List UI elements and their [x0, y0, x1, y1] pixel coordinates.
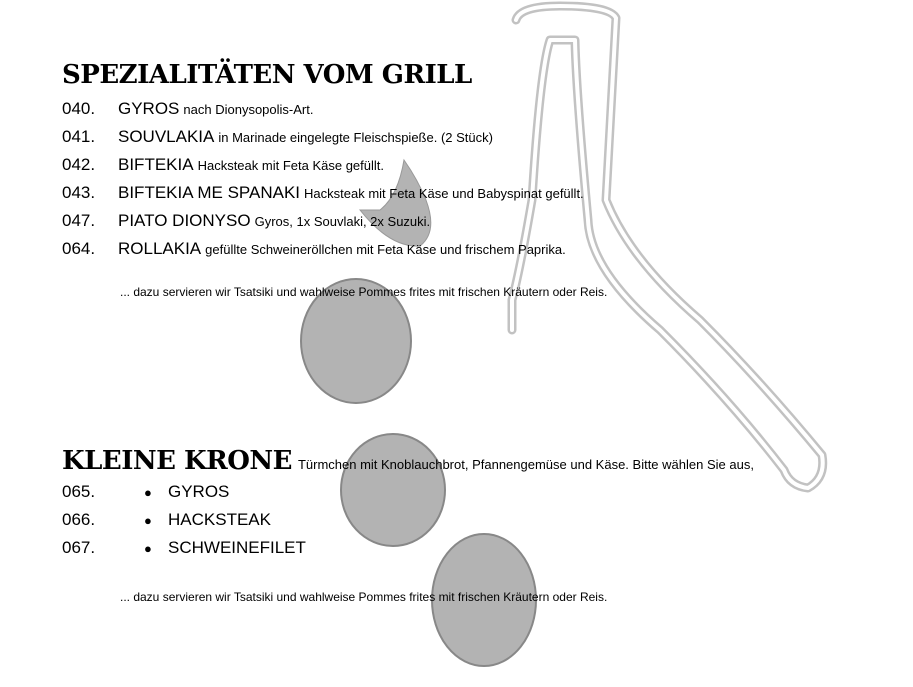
grill-section-title: SPEZIALITÄTEN VOM GRILL [62, 60, 472, 90]
dish-description: Hacksteak mit Feta Käse gefüllt. [197, 158, 384, 173]
dish-name: ROLLAKIA [118, 239, 202, 258]
bullet-icon: ● [144, 485, 152, 500]
dish-name: GYROS [118, 99, 180, 118]
krone-side-note: ... dazu servieren wir Tsatsiki und wahlweise Pommes frites mit frischen Kräutern oder Reis. [120, 590, 608, 604]
grill-dish-list [62, 95, 584, 263]
option-item [62, 534, 306, 562]
option-number: 067. [62, 538, 96, 557]
dish-name: BIFTEKIA ME SPANAKI [118, 183, 301, 202]
option-number: 065. [62, 482, 96, 501]
dish-description: Gyros, 1x Souvlaki, 2x Suzuki. [254, 214, 431, 229]
dish-number: 041. [62, 127, 96, 146]
dish-number: 047. [62, 211, 96, 230]
dish-name: SOUVLAKIA [118, 127, 215, 146]
dish-name: BIFTEKIA [118, 155, 194, 174]
krone-subtitle: Türmchen mit Knoblauchbrot, Pfannengemüse und Käse. Bitte wählen Sie aus, [297, 457, 754, 472]
option-item [62, 478, 306, 506]
dish-number: 043. [62, 183, 96, 202]
grill-side-note: ... dazu servieren wir Tsatsiki und wahlweise Pommes frites mit frischen Kräutern oder Reis. [120, 285, 608, 299]
dish-item [62, 123, 584, 151]
option-number: 066. [62, 510, 96, 529]
dish-description: nach Dionysopolis-Art. [183, 102, 314, 117]
option-name: HACKSTEAK [168, 510, 271, 529]
dish-description: in Marinade eingelegte Fleischspieße. (2 Stück) [218, 130, 493, 145]
krone-title-text: KLEINE KRONE [62, 446, 292, 476]
option-item [62, 506, 306, 534]
dish-item [62, 95, 584, 123]
dish-number: 040. [62, 99, 96, 118]
dish-number: 064. [62, 239, 96, 258]
krone-section-title [62, 446, 754, 476]
dish-description: Hacksteak mit Feta Käse und Babyspinat gefüllt. [304, 186, 584, 201]
dish-item [62, 151, 584, 179]
dish-description: gefüllte Schweineröllchen mit Feta Käse und frischem Paprika. [205, 242, 566, 257]
bullet-icon: ● [144, 541, 152, 556]
bullet-icon: ● [144, 513, 152, 528]
dish-name: PIATO DIONYSO [118, 211, 251, 230]
krone-option-list [62, 478, 306, 562]
option-name: GYROS [168, 482, 230, 501]
dish-number: 042. [62, 155, 96, 174]
dish-item [62, 179, 584, 207]
option-name: SCHWEINEFILET [168, 538, 306, 557]
dish-item [62, 207, 584, 235]
dish-item [62, 235, 584, 263]
